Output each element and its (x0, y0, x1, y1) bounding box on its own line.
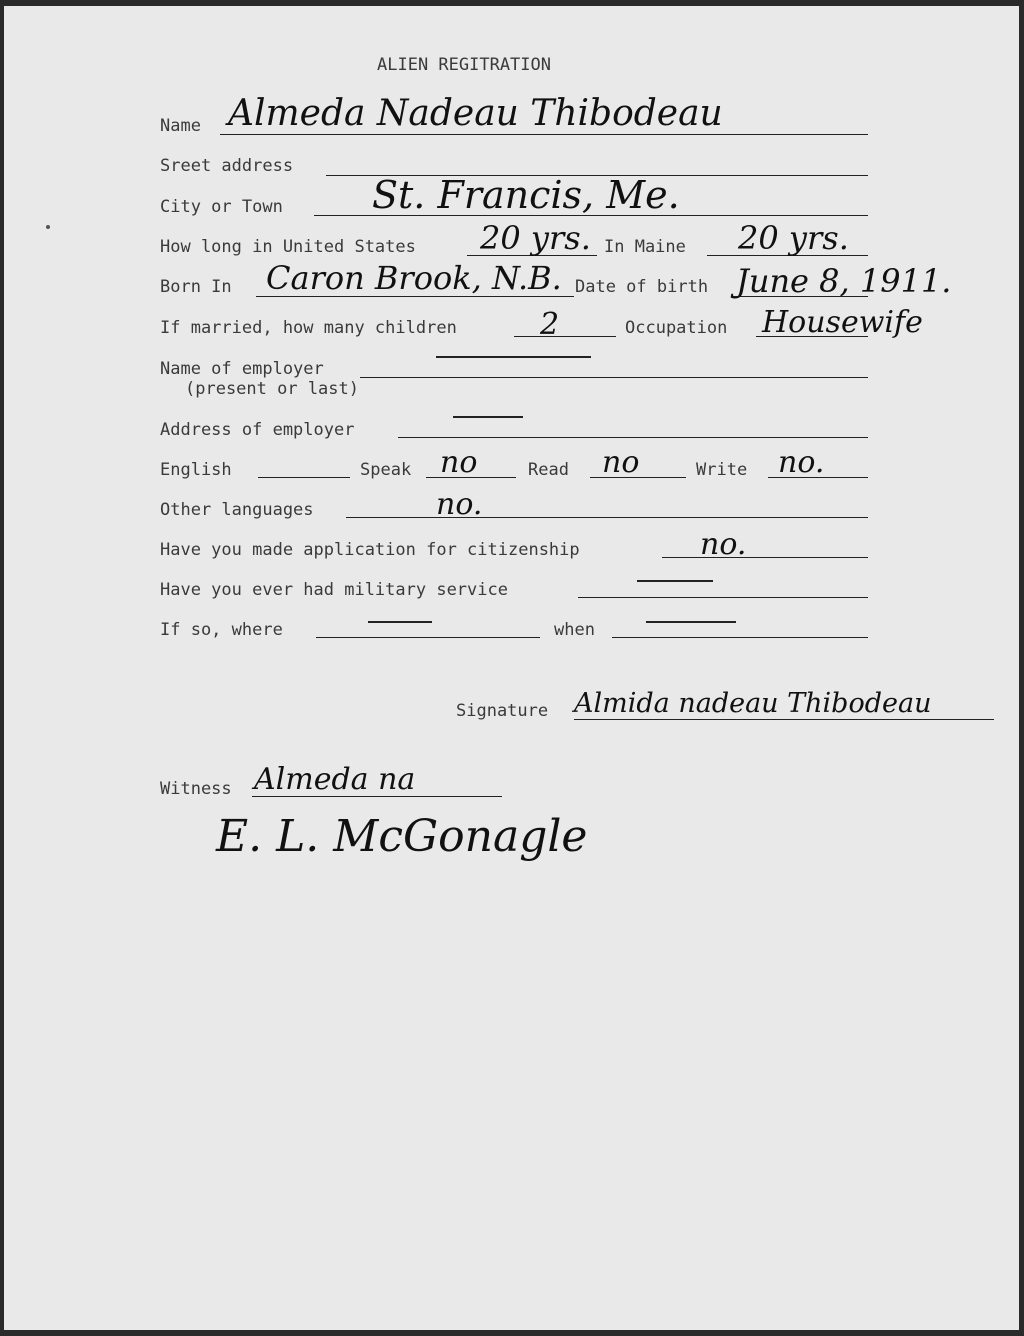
date-of-birth-value: June 8, 1911. (736, 262, 952, 300)
signature-underline (574, 719, 994, 720)
witness-underline (252, 796, 502, 797)
citizenship-line (662, 557, 868, 558)
born-in-value: Caron Brook, N.B. (266, 259, 562, 297)
in-maine-value: 20 yrs. (738, 219, 849, 257)
name-label: Name (160, 116, 201, 136)
employer-address-dash (453, 416, 523, 418)
witness-signature-2: E. L. McGonagle (216, 811, 588, 862)
name-value: Almeda Nadeau Thibodeau (228, 93, 723, 134)
witness-signature-1: Almeda na (254, 762, 416, 797)
street-label: Sreet address (160, 156, 294, 176)
other-languages-line (346, 517, 868, 518)
english-label: English (160, 460, 232, 480)
employer-address-line (398, 437, 868, 438)
name-line (220, 134, 868, 135)
read-label: Read (528, 460, 569, 480)
scan-border-top (0, 0, 1024, 6)
speak-value: no (440, 445, 478, 480)
scan-border-bottom (0, 1330, 1024, 1336)
where-line (316, 637, 540, 638)
born-in-label: Born In (160, 277, 232, 297)
date-of-birth-label: Date of birth (575, 277, 709, 297)
occupation-label: Occupation (625, 318, 728, 338)
scan-border-left (0, 0, 4, 1336)
signature-label: Signature (456, 701, 549, 721)
other-languages-value: no. (436, 487, 483, 522)
scan-speck (46, 225, 50, 229)
speak-label: Speak (360, 460, 412, 480)
employer-label: Name of employer (160, 359, 324, 379)
employer-dash (436, 356, 591, 358)
scan-border-right (1019, 0, 1024, 1336)
children-line (514, 336, 616, 337)
how-long-value: 20 yrs. (480, 219, 591, 257)
signature-value: Almida nadeau Thibodeau (574, 688, 932, 719)
employer-address-label: Address of employer (160, 420, 355, 440)
if-so-where-label: If so, where (160, 620, 283, 640)
employer-sublabel: (present or last) (185, 379, 359, 399)
military-label: Have you ever had military service (160, 580, 508, 600)
citizenship-label: Have you made application for citizenship (160, 540, 580, 560)
english-line (258, 477, 350, 478)
when-dash (646, 621, 736, 623)
in-maine-label: In Maine (604, 237, 686, 257)
city-label: City or Town (160, 197, 283, 217)
witness-label: Witness (160, 779, 232, 799)
city-value: St. Francis, Me. (372, 173, 680, 217)
children-label: If married, how many children (160, 318, 457, 338)
when-label: when (554, 620, 595, 640)
where-dash (368, 621, 432, 623)
form-title: ALIEN REGITRATION (377, 55, 551, 75)
write-value: no. (778, 445, 825, 480)
write-label: Write (696, 460, 748, 480)
how-long-label: How long in United States (160, 237, 416, 257)
occupation-value: Housewife (762, 305, 923, 340)
citizenship-value: no. (700, 527, 747, 562)
military-dash (637, 580, 713, 582)
military-line (578, 597, 868, 598)
when-line (612, 637, 868, 638)
read-value: no (602, 445, 640, 480)
other-languages-label: Other languages (160, 500, 314, 520)
children-value: 2 (540, 307, 560, 342)
employer-line (360, 377, 868, 378)
